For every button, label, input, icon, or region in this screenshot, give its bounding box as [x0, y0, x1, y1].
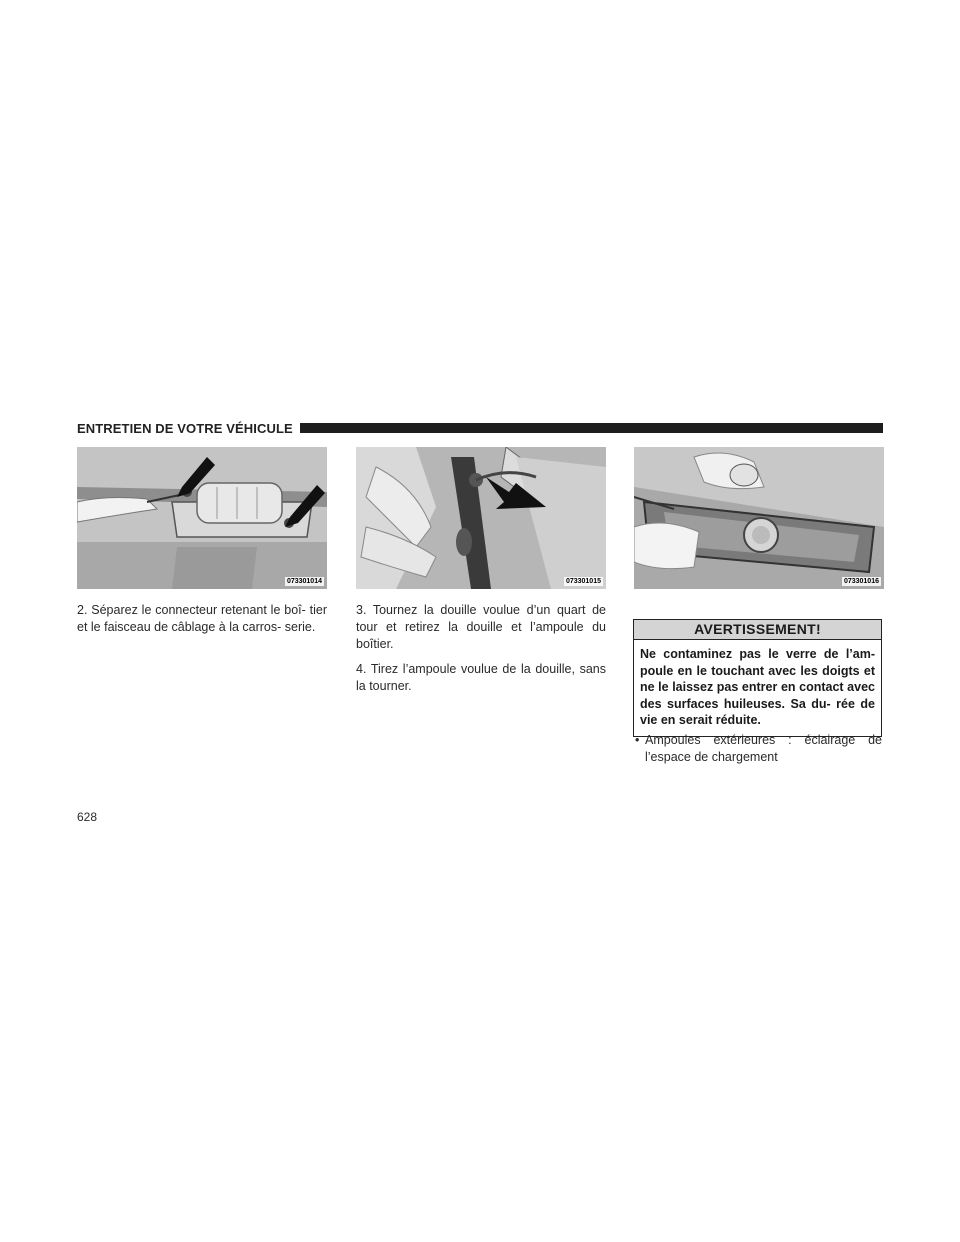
photo-2-illustration: [356, 447, 606, 589]
photo-3-illustration: [634, 447, 884, 589]
bullet-text: Ampoules extérieures : éclairage de l’espace de chargement: [645, 733, 882, 764]
photo-bulb-removal: [634, 447, 884, 589]
photo-1-illustration: [77, 447, 327, 589]
step-3-paragraph: 3. Tournez la douille voulue d’un quart de tour et retirez la douille et l’ampoule du boîtier.: [356, 603, 606, 651]
section-header: [77, 420, 883, 436]
column-1-text: [77, 602, 327, 645]
photo-code: 073301014: [286, 578, 322, 585]
photo-code: 073301016: [843, 578, 879, 585]
photo-code: 073301015: [565, 578, 601, 585]
photo-connector-removal: [77, 447, 327, 589]
step-2-paragraph: 2. Séparez le connecteur retenant le boî- tier et le faisceau de câblage à la carros- serie.: [77, 603, 327, 634]
warning-body: Ne contaminez pas le verre de l’am- poule en le touchant avec les doigts et ne le laissez pas entrer en contact avec des surfaces huileuses. Sa du- rée de vie en serait réduite.: [640, 647, 875, 728]
step-4-paragraph: 4. Tirez l’ampoule voulue de la douille, sans la tourner.: [356, 662, 606, 694]
column-2-text: [356, 602, 606, 704]
section-title: ENTRETIEN DE VOTRE VÉHICULE: [77, 420, 293, 436]
bullet-symbol: •: [635, 733, 640, 747]
warning-title: AVERTISSEMENT!: [634, 620, 881, 640]
bullet-item: [635, 732, 882, 766]
header-rule: [300, 423, 883, 433]
photo-socket-rotation: [356, 447, 606, 589]
page-number: 628: [77, 810, 98, 824]
warning-box: [633, 619, 882, 737]
